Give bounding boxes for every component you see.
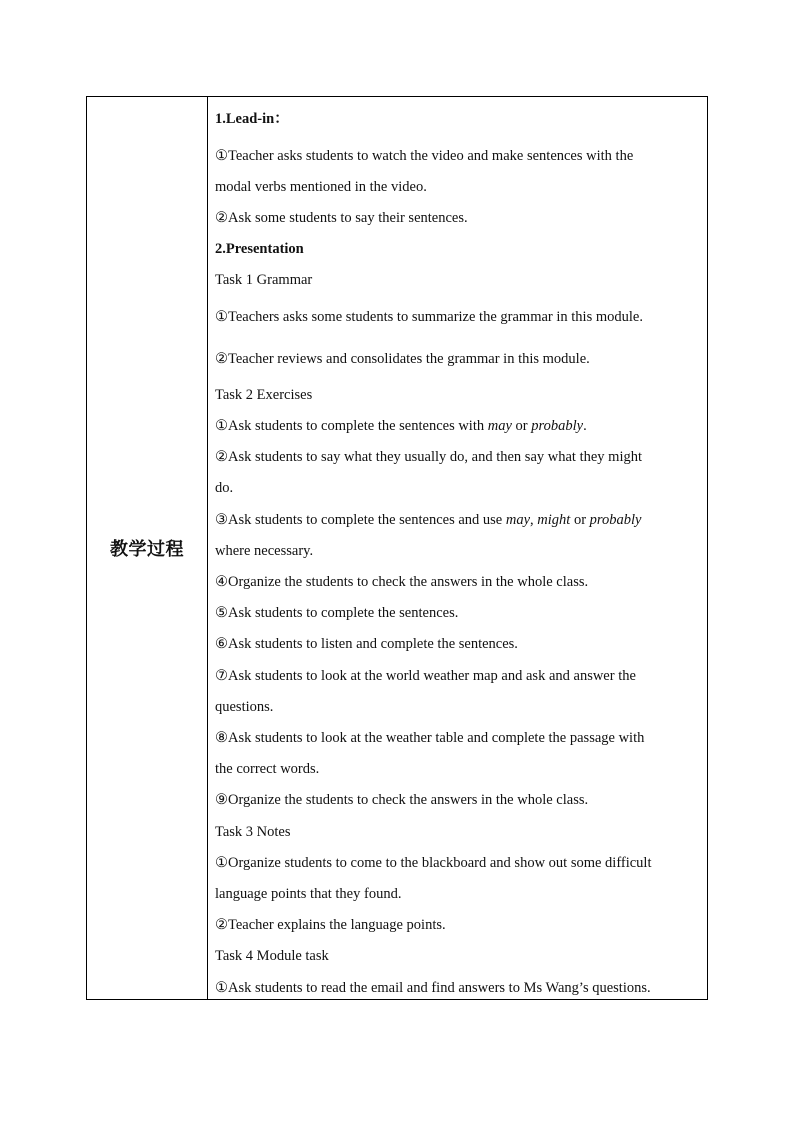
task-2-item-7-cont: questions. [215,699,274,715]
task-1-item-2: ②Teacher reviews and consolidates the grammar in this module. [215,351,590,367]
task-4-title: Task 4 Module task [215,948,329,964]
lead-in-item-2: ②Ask some students to say their sentences. [215,210,468,226]
task-3-item-1: ①Organize students to come to the blackboard and show out some difficult [215,855,652,871]
task-2-item-3: ③Ask students to complete the sentences and use may, might or probably [215,512,642,528]
task-2-item-3-cont: where necessary. [215,543,314,559]
task-2-item-8: ⑧Ask students to look at the weather table and complete the passage with [215,730,645,746]
task-2-item-2-cont: do. [215,480,234,496]
task-2-title: Task 2 Exercises [215,387,313,403]
task-2-item-9: ⑨Organize the students to check the answers in the whole class. [215,792,589,808]
lead-in-item-1: ①Teacher asks students to watch the video and make sentences with the [215,148,634,164]
task-1-item-1: ①Teachers asks some students to summarize the grammar in this module. [215,309,643,325]
task-3-item-2: ②Teacher explains the language points. [215,917,446,933]
lead-in-heading: 1.Lead-in： [215,111,289,127]
task-2-item-6: ⑥Ask students to listen and complete the sentences. [215,636,518,652]
section-label-cell [87,97,208,999]
task-2-item-4: ④Organize the students to check the answers in the whole class. [215,574,589,590]
task-2-item-5: ⑤Ask students to complete the sentences. [215,605,459,621]
task-1-title: Task 1 Grammar [215,272,313,288]
lesson-table [86,96,708,1000]
task-2-item-2: ②Ask students to say what they usually do, and then say what they might [215,449,642,465]
task-2-item-7: ⑦Ask students to look at the world weather map and ask and answer the [215,668,636,684]
section-content-cell [208,97,707,999]
task-4-item-1: ①Ask students to read the email and find answers to Ms Wang’s questions. [215,980,651,996]
presentation-heading: 2.Presentation [215,241,304,257]
task-3-title: Task 3 Notes [215,824,291,840]
task-2-item-1: ①Ask students to complete the sentences with may or probably. [215,418,587,434]
task-2-item-8-cont: the correct words. [215,761,320,777]
task-3-item-1-cont: language points that they found. [215,886,402,902]
section-label: 教学过程 [110,539,184,560]
lead-in-item-1-cont: modal verbs mentioned in the video. [215,179,427,195]
